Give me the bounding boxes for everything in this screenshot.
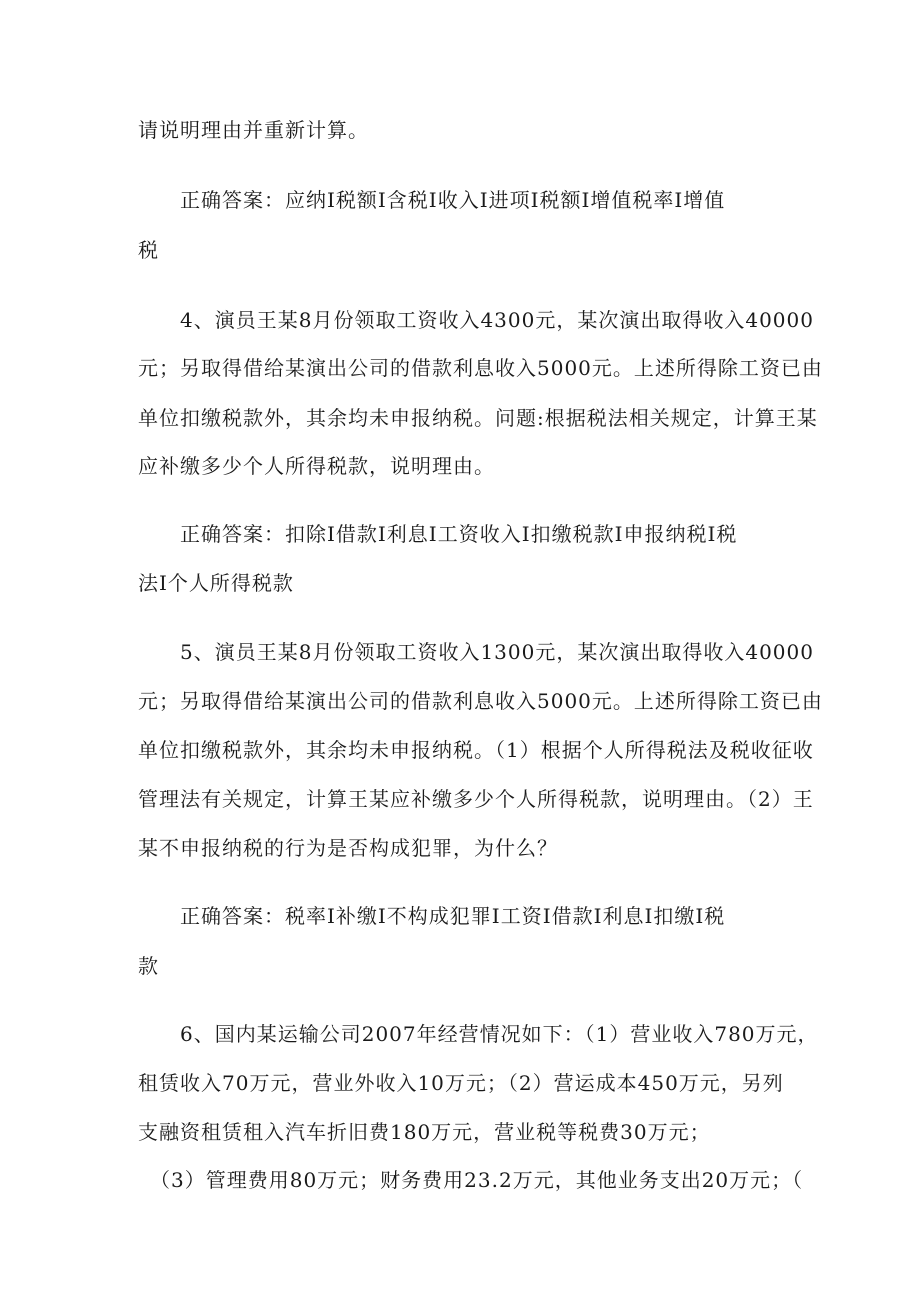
question-line: 6、国内某运输公司2007年经营情况如下：（1）营业收入780万元， bbox=[180, 1022, 819, 1046]
question-line: 某不申报纳税的行为是否构成犯罪，为什么？ bbox=[138, 836, 558, 860]
question-line: 租赁收入70万元，营业外收入10万元；（2）营运成本450万元，另列 bbox=[138, 1071, 784, 1095]
answer-line: 正确答案：应纳I税额I含税I收入I进项I税额I增值税率I增值 bbox=[180, 188, 726, 212]
question-line: 单位扣缴税款外，其余均未申报纳税。（1）根据个人所得税法及税收征收 bbox=[138, 738, 814, 762]
answer-line: 税 bbox=[138, 238, 159, 262]
text-line: 请说明理由并重新计算。 bbox=[138, 118, 369, 142]
question-line: 管理法有关规定，计算王某应补缴多少个人所得税款，说明理由。（2）王 bbox=[138, 787, 814, 811]
question-line: 应补缴多少个人所得税款，说明理由。 bbox=[138, 454, 495, 478]
question-line: （3）管理费用80万元；财务费用23.2万元，其他业务支出20万元；（ bbox=[150, 1168, 804, 1192]
question-line: 元；另取得借给某演出公司的借款利息收入5000元。上述所得除工资已由 bbox=[138, 356, 823, 380]
question-line: 元；另取得借给某演出公司的借款利息收入5000元。上述所得除工资已由 bbox=[138, 689, 823, 713]
question-line: 5、演员王某8月份领取工资收入1300元，某次演出取得收入40000 bbox=[180, 640, 814, 664]
answer-line: 正确答案：扣除I借款I利息I工资收入I扣缴税款I申报纳税I税 bbox=[180, 522, 738, 546]
answer-line: 款 bbox=[138, 954, 159, 978]
question-line: 4、演员王某8月份领取工资收入4300元，某次演出取得收入40000 bbox=[180, 308, 814, 332]
answer-line: 法I个人所得税款 bbox=[138, 571, 294, 595]
answer-line: 正确答案：税率I补缴I不构成犯罪I工资I借款I利息I扣缴I税 bbox=[180, 904, 726, 928]
question-line: 单位扣缴税款外，其余均未申报纳税。问题:根据税法相关规定，计算王某 bbox=[138, 406, 818, 430]
question-line: 支融资租赁租入汽车折旧费180万元，营业税等税费30万元； bbox=[138, 1120, 711, 1144]
